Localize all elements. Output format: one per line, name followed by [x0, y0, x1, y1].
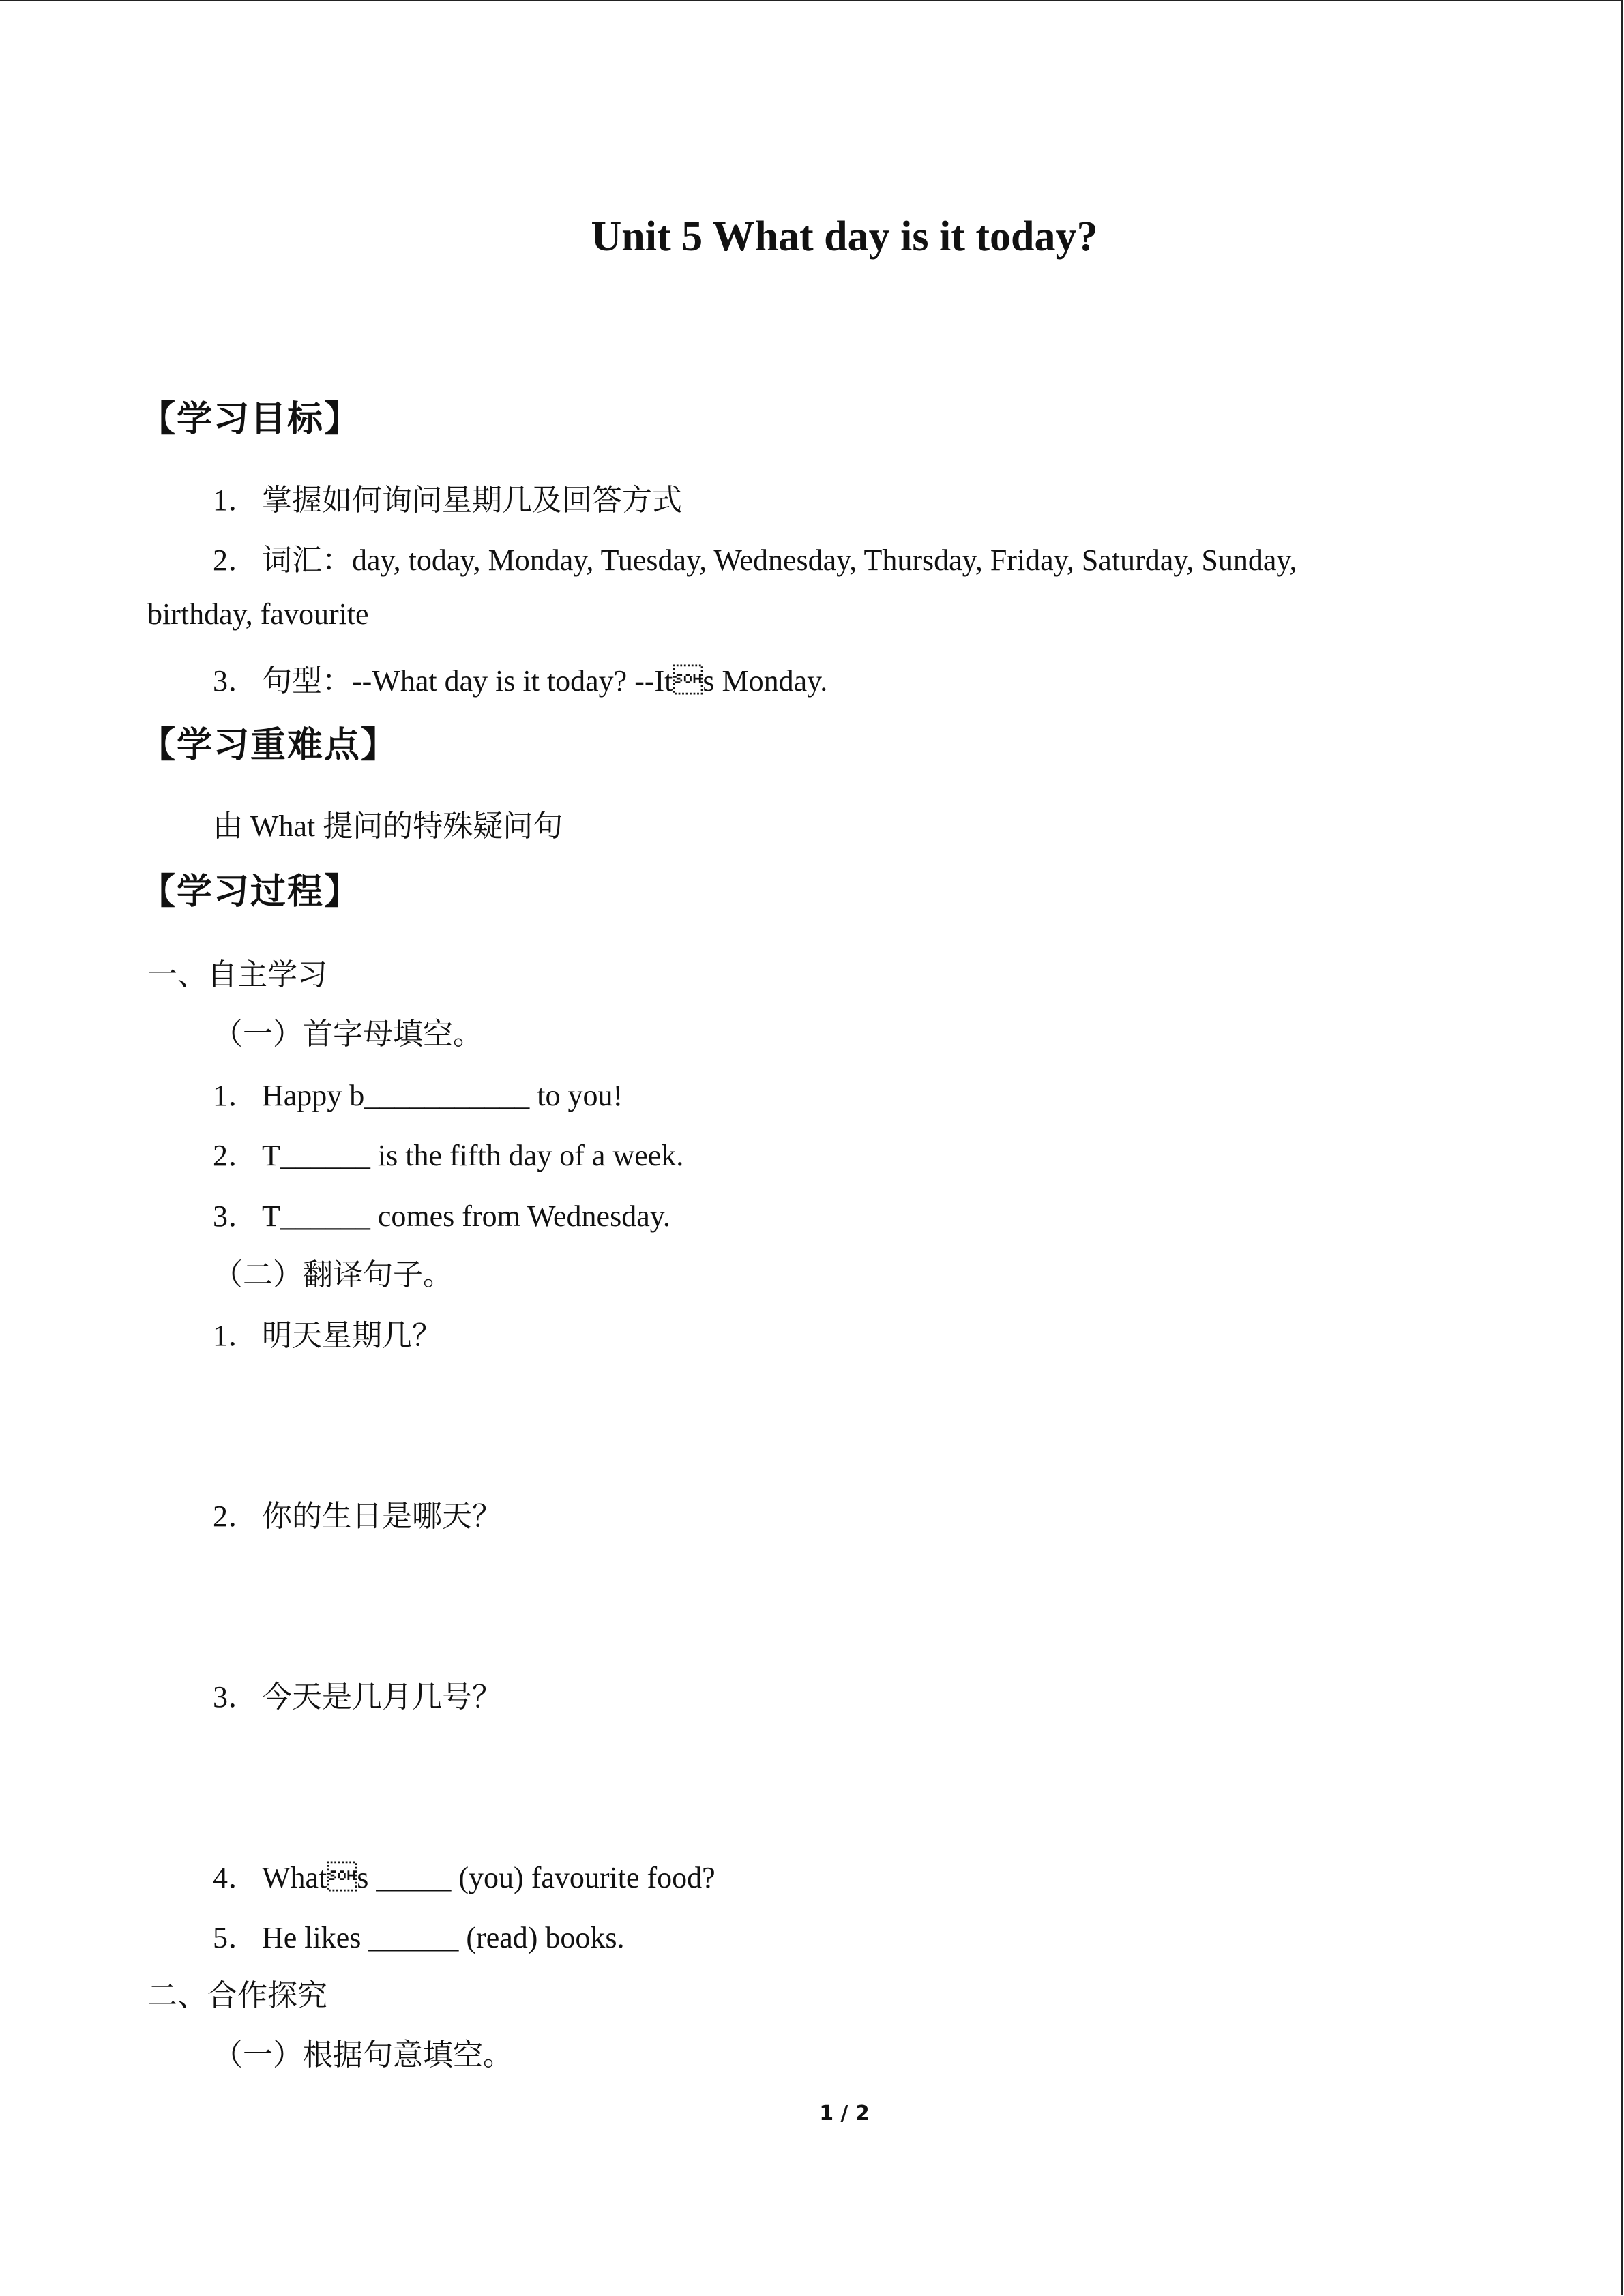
goal-item-3	[213, 656, 827, 700]
goal-item-1	[213, 475, 682, 519]
question-text: 你的生日是哪天？	[262, 1500, 502, 1533]
goal-text: 掌握如何询问星期几及回答方式	[262, 483, 682, 517]
question-text: 今天是几月几号？	[262, 1680, 502, 1714]
goal-item-2	[213, 535, 1297, 579]
question-text: Happy b___________ to you!	[262, 1079, 623, 1112]
item-number: 4．	[213, 1861, 258, 1894]
heading-key-points: 【学习重难点】	[140, 725, 398, 766]
question-text: T______ comes from Wednesday.	[262, 1199, 670, 1233]
item-number: 1．	[213, 1319, 258, 1352]
item-number: 5．	[213, 1921, 258, 1954]
fill-question-1	[213, 1071, 623, 1114]
item-number: 3．	[213, 1199, 258, 1233]
translate-question-3	[213, 1672, 502, 1716]
item-number: 1．	[213, 1079, 258, 1112]
document-title: Unit 5 What day is it today?	[591, 213, 1098, 260]
part1-title: 一、自主学习	[147, 958, 327, 992]
heading-learning-process: 【学习过程】	[140, 871, 361, 912]
part2-title: 二、合作探究	[147, 1979, 327, 2012]
translate-question-5	[213, 1913, 625, 1956]
page-number: 1 / 2	[819, 2102, 870, 2126]
fill-question-3	[213, 1191, 670, 1235]
translate-question-1	[213, 1311, 442, 1354]
goal-text: 词汇：day, today, Monday, Tuesday, Wednesday, Thursday, Friday, Saturday, Sunday,	[262, 543, 1297, 577]
item-number: 3．	[213, 1680, 258, 1714]
item-number: 2．	[213, 1139, 258, 1172]
translate-question-4	[213, 1853, 715, 1896]
part2-sub1: （一）根据句意填空。	[213, 2038, 513, 2072]
heading-learning-goals: 【学习目标】	[140, 399, 361, 440]
goal-item-2-continued: birthday, favourite	[147, 597, 369, 631]
item-number: 1．	[213, 483, 258, 517]
question-text: Whats _____ (you) favourite food?	[262, 1861, 715, 1894]
item-number: 3．	[213, 664, 258, 698]
item-number: 2．	[213, 1500, 258, 1533]
fill-question-2	[213, 1131, 683, 1174]
part1-sub2: （二）翻译句子。	[213, 1258, 453, 1292]
key-point-text: 由 What 提问的特殊疑问句	[213, 809, 563, 843]
question-text: T______ is the fifth day of a week.	[262, 1139, 684, 1172]
translate-question-2	[213, 1491, 502, 1535]
question-text: 明天星期几？	[262, 1319, 442, 1352]
question-text: He likes ______ (read) books.	[262, 1921, 625, 1954]
goal-text: 句型：--What day is it today? --Its Monday.	[262, 664, 828, 698]
item-number: 2．	[213, 543, 258, 577]
part1-sub1: （一）首字母填空。	[213, 1017, 483, 1051]
